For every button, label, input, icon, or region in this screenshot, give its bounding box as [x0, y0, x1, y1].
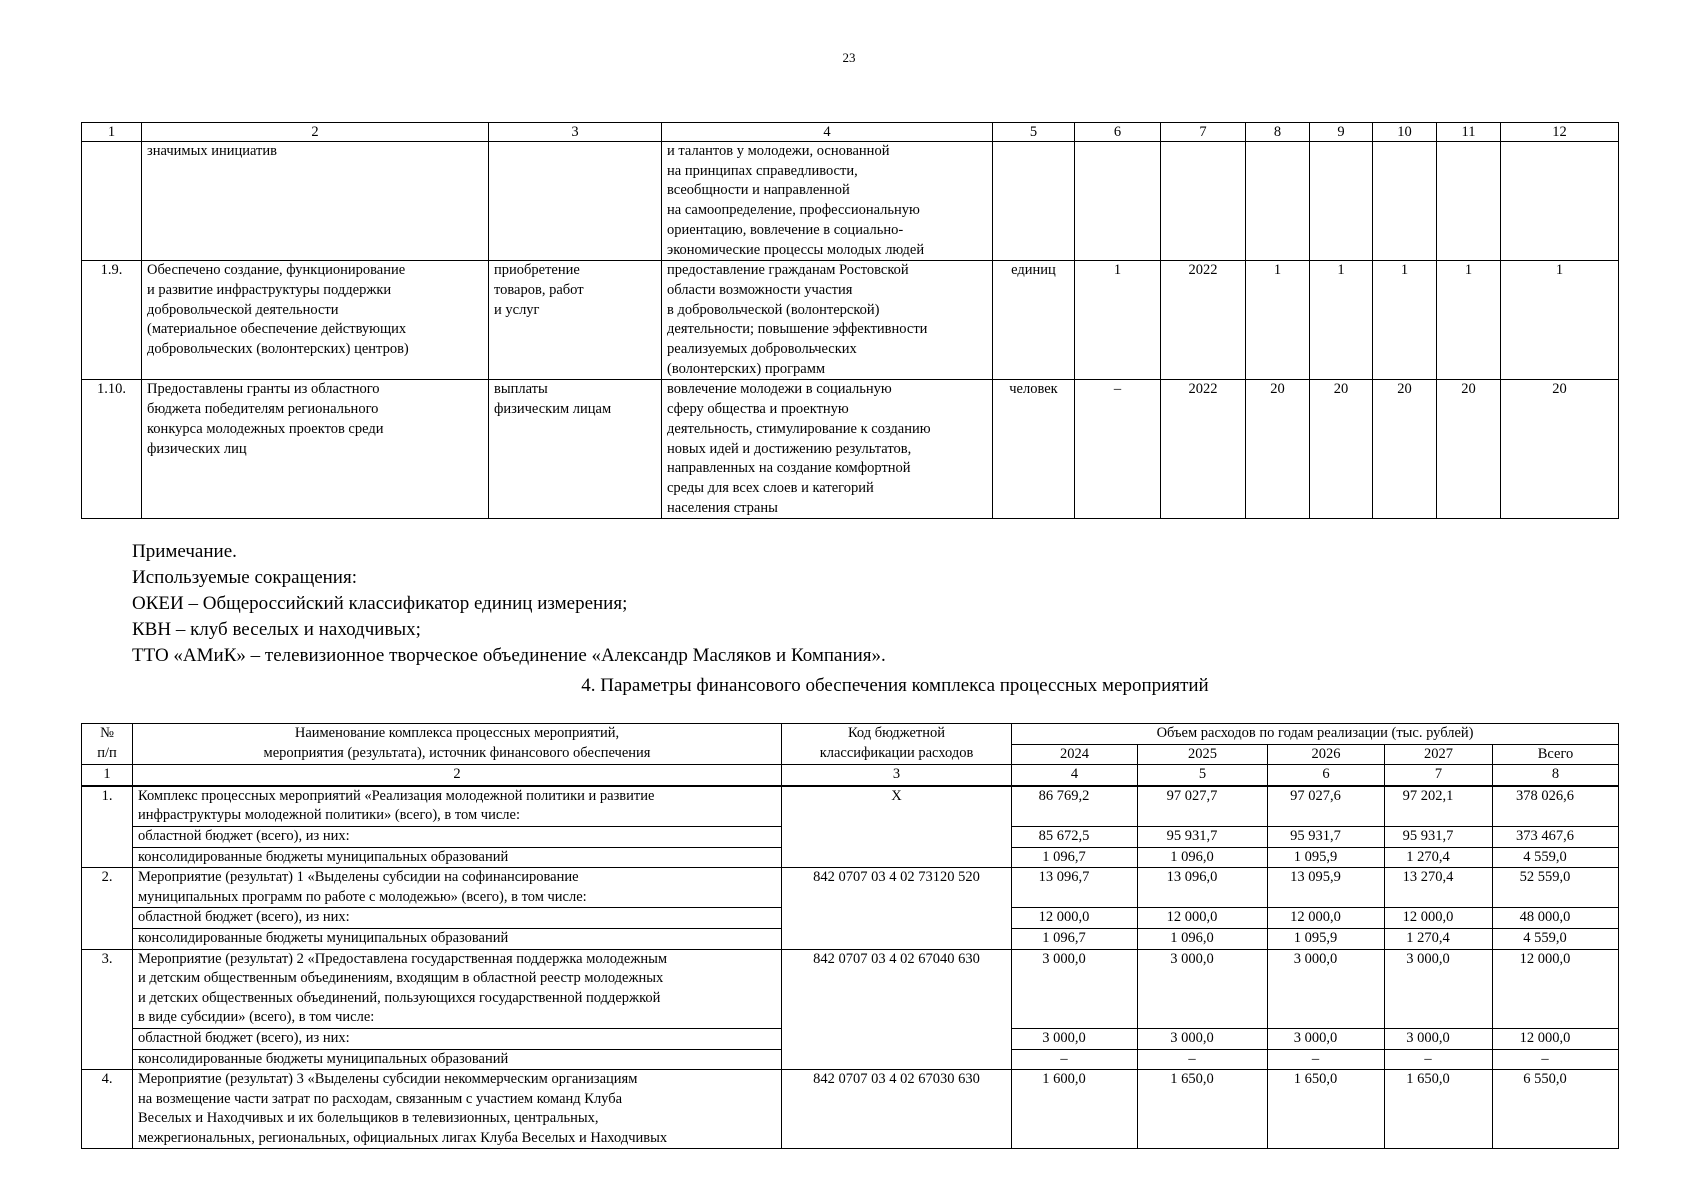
row-number: 2.	[82, 868, 133, 949]
value-2027: 1 650,0	[1385, 1070, 1493, 1149]
value-2026: 1 095,9	[1268, 928, 1385, 949]
value-2030: 1	[1501, 261, 1619, 380]
task-description: предоставление гражданам Ростовской области возможности участия в добровольческой (волонтерской) деятельности; повышение эффективности реализуемых добровольческих (волонтерских) программ	[662, 261, 993, 380]
value-2027: 1 270,4	[1385, 928, 1493, 949]
value-2026: 3 000,0	[1268, 1028, 1385, 1049]
value-total: 12 000,0	[1493, 1028, 1619, 1049]
column-number-row	[82, 123, 1619, 142]
task-name: Обеспечено создание, функционирование и развитие инфраструктуры поддержки добровольческой деятельности (материальное обеспечение действующих добровольческих (волонтерских) центров)	[142, 261, 489, 380]
task-name: значимых инициатив	[142, 142, 489, 261]
value-2024: 1 096,7	[1012, 928, 1138, 949]
value-2024: 20	[1246, 380, 1310, 519]
col-number: 11	[1437, 123, 1501, 142]
col-number: 6	[1268, 765, 1385, 786]
col-number: 7	[1385, 765, 1493, 786]
item-name: областной бюджет (всего), из них:	[133, 1028, 782, 1049]
col-number: 3	[489, 123, 662, 142]
notes-line: ОКЕИ – Общероссийский классификатор единиц измерения;	[132, 593, 628, 614]
value-2030: 20	[1501, 380, 1619, 519]
value-2027: 95 931,7	[1385, 826, 1493, 847]
budget-code: 842 0707 03 4 02 67040 630	[782, 949, 1012, 1070]
base-value	[1075, 142, 1161, 261]
notes-block	[132, 539, 886, 669]
value-total: –	[1493, 1049, 1619, 1070]
column-number-row	[82, 765, 1619, 786]
header-year: 2027	[1385, 744, 1493, 765]
value-2024: 13 096,7	[1012, 868, 1138, 908]
value-total: 52 559,0	[1493, 868, 1619, 908]
header-total: Всего	[1493, 744, 1619, 765]
value-2026: 13 095,9	[1268, 868, 1385, 908]
value-2024: 12 000,0	[1012, 908, 1138, 929]
value-total: 6 550,0	[1493, 1070, 1619, 1149]
item-name: областной бюджет (всего), из них:	[133, 826, 782, 847]
header-code: Код бюджетной классификации расходов	[782, 724, 1012, 765]
unit: единиц	[993, 261, 1075, 380]
task-type	[489, 142, 662, 261]
value-2026: 20	[1373, 380, 1437, 519]
value-2025: 1 650,0	[1138, 1070, 1268, 1149]
unit	[993, 142, 1075, 261]
value-2024: 1 600,0	[1012, 1070, 1138, 1149]
header-volume: Объем расходов по годам реализации (тыс. рублей)	[1012, 724, 1619, 745]
col-number: 5	[1138, 765, 1268, 786]
base-year	[1161, 142, 1246, 261]
item-name: Комплекс процессных мероприятий «Реализация молодежной политики и развитие инфраструктуры молодежной политики» (всего), в том числе:	[133, 786, 782, 827]
value-2025	[1310, 142, 1373, 261]
value-2025: 1	[1310, 261, 1373, 380]
value-2026	[1373, 142, 1437, 261]
header-row	[82, 724, 1619, 745]
value-2027: 97 202,1	[1385, 786, 1493, 827]
value-2026: 1 650,0	[1268, 1070, 1385, 1149]
header-year: 2026	[1268, 744, 1385, 765]
value-2025: 3 000,0	[1138, 949, 1268, 1028]
value-total: 48 000,0	[1493, 908, 1619, 929]
value-2026: 12 000,0	[1268, 908, 1385, 929]
value-2024: 3 000,0	[1012, 949, 1138, 1028]
base-value: 1	[1075, 261, 1161, 380]
col-number: 2	[142, 123, 489, 142]
table-row	[82, 786, 1619, 827]
value-2025: 1 096,0	[1138, 847, 1268, 868]
value-2027: 20	[1437, 380, 1501, 519]
col-number: 2	[133, 765, 782, 786]
value-2026: 95 931,7	[1268, 826, 1385, 847]
value-2024: –	[1012, 1049, 1138, 1070]
value-2024	[1246, 142, 1310, 261]
table-row	[82, 261, 1619, 380]
value-2027: 12 000,0	[1385, 908, 1493, 929]
col-number: 5	[993, 123, 1075, 142]
budget-code: 842 0707 03 4 02 67030 630	[782, 1070, 1012, 1149]
value-2030	[1501, 142, 1619, 261]
col-number: 8	[1493, 765, 1619, 786]
header-year: 2024	[1012, 744, 1138, 765]
value-2025: 13 096,0	[1138, 868, 1268, 908]
task-description: вовлечение молодежи в социальную сферу общества и проектную деятельность, стимулирование к созданию новых идей и достижению результатов, направленных на создание комфортной среды для всех слоев и категорий населения страны	[662, 380, 993, 519]
value-2027: 1 270,4	[1385, 847, 1493, 868]
notes-line: ТТО «АМиК» – телевизионное творческое объединение «Александр Масляков и Компания».	[132, 645, 886, 666]
item-name: Мероприятие (результат) 2 «Предоставлена государственная поддержка молодежным и детским общественным объединениям, входящим в областной реестр молодежных и детских общественных объединений, пользующихся государственной поддержкой в виде субсидии» (всего), в том числе:	[133, 949, 782, 1028]
col-number: 4	[1012, 765, 1138, 786]
value-2025: 97 027,7	[1138, 786, 1268, 827]
value-total: 12 000,0	[1493, 949, 1619, 1028]
budget-code: 842 0707 03 4 02 73120 520	[782, 868, 1012, 949]
section-title: 4. Параметры финансового обеспечения комплекса процессных мероприятий	[581, 675, 1209, 696]
financing-table	[81, 723, 1619, 1149]
col-number: 12	[1501, 123, 1619, 142]
value-2027: 1	[1437, 261, 1501, 380]
header-year: 2025	[1138, 744, 1268, 765]
item-name: Мероприятие (результат) 3 «Выделены субсидии некоммерческим организациям на возмещение части затрат по расходам, связанным с участием команд Клуба Веселых и Находчивых и их болельщиков в телевизионных, центральных, межрегиональных, региональных, официальных лигах Клуба Веселых и Находчивых	[133, 1070, 782, 1149]
base-value: –	[1075, 380, 1161, 519]
indicators-table	[81, 122, 1619, 519]
col-number: 1	[82, 765, 133, 786]
value-total: 4 559,0	[1493, 847, 1619, 868]
row-number: 1.	[82, 786, 133, 868]
col-number: 4	[662, 123, 993, 142]
row-number	[82, 142, 142, 261]
table-row	[82, 142, 1619, 261]
task-name: Предоставлены гранты из областного бюджета победителям регионального конкурса молодежных проектов среди физических лиц	[142, 380, 489, 519]
value-total: 373 467,6	[1493, 826, 1619, 847]
value-2027: 3 000,0	[1385, 949, 1493, 1028]
value-2025: 12 000,0	[1138, 908, 1268, 929]
page-number: 23	[842, 50, 856, 65]
task-type: приобретение товаров, работ и услуг	[489, 261, 662, 380]
notes-title: Примечание.	[132, 541, 237, 562]
value-2027: –	[1385, 1049, 1493, 1070]
col-number: 6	[1075, 123, 1161, 142]
value-total: 378 026,6	[1493, 786, 1619, 827]
item-name: консолидированные бюджеты муниципальных образований	[133, 847, 782, 868]
table-row	[82, 1070, 1619, 1149]
item-name: Мероприятие (результат) 1 «Выделены субсидии на софинансирование муниципальных программ по работе с молодежью» (всего), в том числе:	[133, 868, 782, 908]
value-2025: 95 931,7	[1138, 826, 1268, 847]
notes-line: Используемые сокращения:	[132, 567, 357, 588]
header-name: Наименование комплекса процессных мероприятий, мероприятия (результата), источник финансового обеспечения	[133, 724, 782, 765]
table-row	[82, 380, 1619, 519]
table-row	[82, 949, 1619, 1028]
value-2026: 3 000,0	[1268, 949, 1385, 1028]
base-year: 2022	[1161, 261, 1246, 380]
value-2025: –	[1138, 1049, 1268, 1070]
item-name: консолидированные бюджеты муниципальных образований	[133, 1049, 782, 1070]
value-2026: 97 027,6	[1268, 786, 1385, 827]
table-row	[82, 868, 1619, 908]
value-2024: 86 769,2	[1012, 786, 1138, 827]
col-number: 8	[1246, 123, 1310, 142]
col-number: 9	[1310, 123, 1373, 142]
row-number: 1.10.	[82, 380, 142, 519]
task-description: и талантов у молодежи, основанной на принципах справедливости, всеобщности и направленной на самоопределение, профессиональную ориентацию, вовлечение в социально- экономические процессы молодых людей	[662, 142, 993, 261]
col-number: 7	[1161, 123, 1246, 142]
row-number: 4.	[82, 1070, 133, 1149]
base-year: 2022	[1161, 380, 1246, 519]
value-total: 4 559,0	[1493, 928, 1619, 949]
value-2025: 3 000,0	[1138, 1028, 1268, 1049]
col-number: 1	[82, 123, 142, 142]
value-2026: 1 095,9	[1268, 847, 1385, 868]
budget-code: Х	[782, 786, 1012, 868]
task-type: выплаты физическим лицам	[489, 380, 662, 519]
value-2025: 1 096,0	[1138, 928, 1268, 949]
header-num: № п/п	[82, 724, 133, 765]
value-2024: 85 672,5	[1012, 826, 1138, 847]
value-2024: 1	[1246, 261, 1310, 380]
unit: человек	[993, 380, 1075, 519]
item-name: консолидированные бюджеты муниципальных образований	[133, 928, 782, 949]
value-2027	[1437, 142, 1501, 261]
value-2025: 20	[1310, 380, 1373, 519]
col-number: 3	[782, 765, 1012, 786]
row-number: 3.	[82, 949, 133, 1070]
notes-line: КВН – клуб веселых и находчивых;	[132, 619, 421, 640]
row-number: 1.9.	[82, 261, 142, 380]
value-2027: 13 270,4	[1385, 868, 1493, 908]
value-2026: 1	[1373, 261, 1437, 380]
value-2026: –	[1268, 1049, 1385, 1070]
value-2024: 3 000,0	[1012, 1028, 1138, 1049]
value-2024: 1 096,7	[1012, 847, 1138, 868]
value-2027: 3 000,0	[1385, 1028, 1493, 1049]
col-number: 10	[1373, 123, 1437, 142]
item-name: областной бюджет (всего), из них:	[133, 908, 782, 929]
